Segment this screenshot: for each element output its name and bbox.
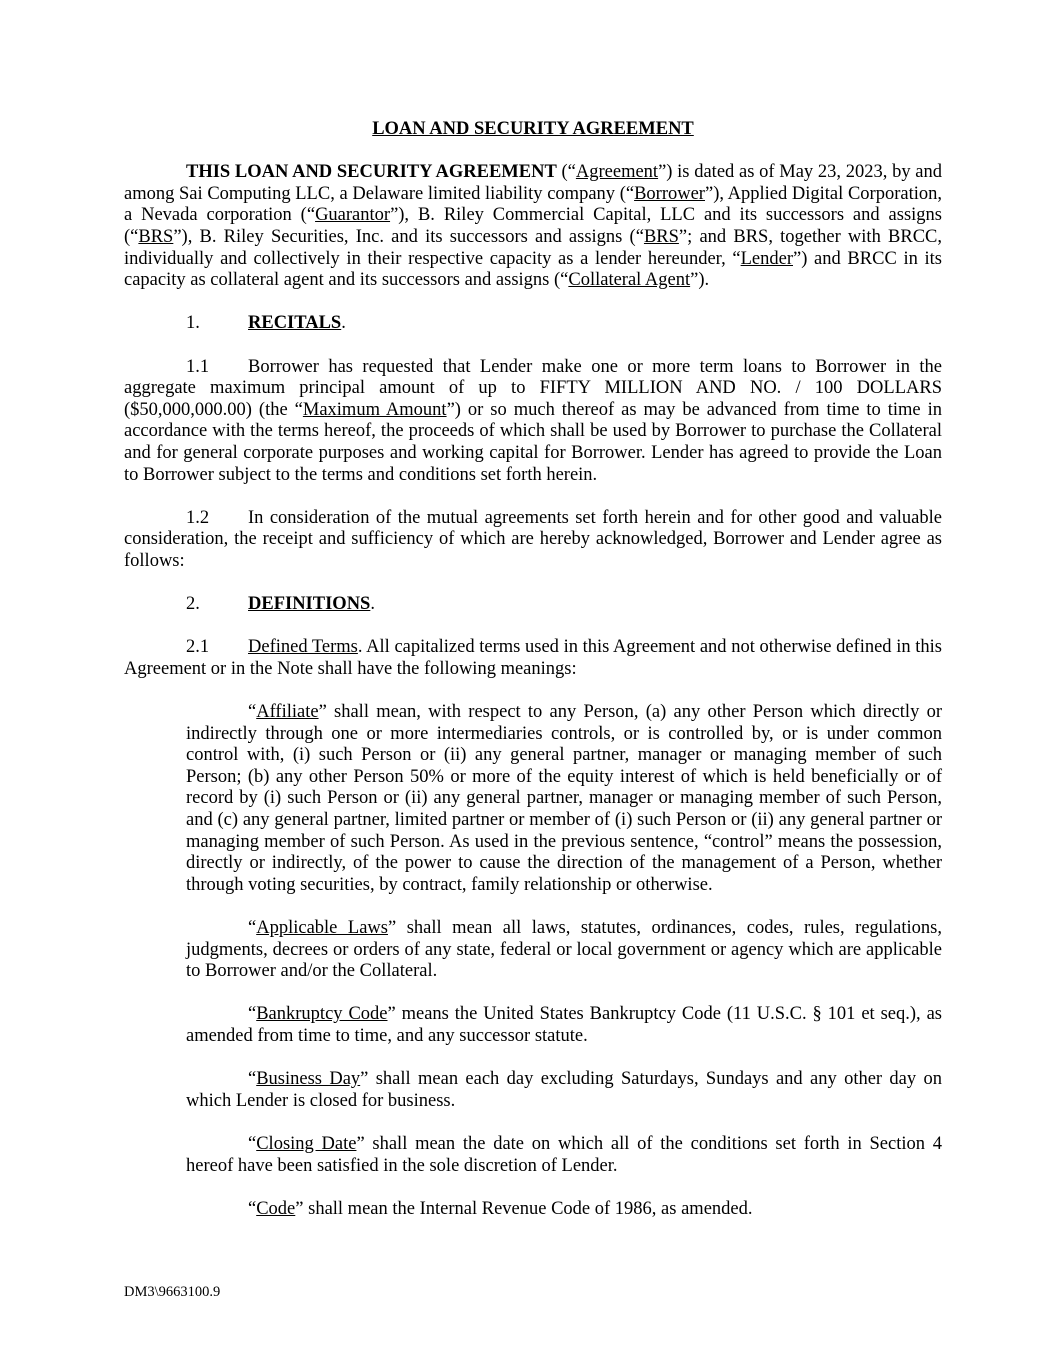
intro-run: ”) and BRCC in its capacity as collateral agent and its successors and assigns (“ [124,248,942,291]
intro-paragraph [124,162,942,292]
open-quote: “ [248,702,257,723]
definition-affiliate-text: ” shall mean, with respect to any Person, (a) any other Person which directly or indirectly through one or more intermediaries controls, or is controlled by, or is under common control with, (i) such Person or (ii) any general partner, manager or managing member of such Person; (b) any other Person 50% or more of the equity interest of which is held beneficially or of record by (i) such Person or (ii) any general partner, manager or managing member of such Person, and (c) any general partner, limited partner or member of (i) such Person or (ii) any general partner or managing member of such Person. As used in the previous sentence, “control” means the possession, directly or indirectly, of the power to cause the direction of the management of a Person, whether through voting securities, by contract, family relationship or otherwise. [186,702,942,895]
defined-term-code: Code [256,1198,296,1219]
document-body [124,119,942,1242]
defined-term-defined-terms: Defined Terms [248,637,358,658]
defined-term-business-day: Business Day [256,1069,361,1090]
defined-term-brs: BRS [138,226,174,247]
defined-term-bankruptcy-code: Bankruptcy Code [256,1004,388,1025]
open-quote: “ [248,1004,257,1025]
intro-run: (“ [556,162,576,183]
definition-affiliate [186,702,942,896]
definition-closing-date [186,1134,942,1177]
defined-term-guarantor: Guarantor [315,205,391,226]
document-title-text: LOAN AND SECURITY AGREEMENT [372,119,694,139]
section-2-period: . [370,594,375,615]
open-quote: “ [248,1133,257,1154]
paragraph-1-1 [124,357,942,487]
paragraph-1-2-number: 1.2 [186,507,210,528]
section-2-label: DEFINITIONS [248,594,371,615]
definition-code-text: ” shall mean the Internal Revenue Code of 1986, as amended. [295,1198,753,1219]
defined-term-brs-2: BRS [643,226,679,247]
open-quote: “ [248,1198,257,1219]
intro-lead: THIS LOAN AND SECURITY AGREEMENT [186,162,557,183]
defined-term-lender: Lender [740,248,793,269]
open-quote: “ [248,917,257,938]
paragraph-2-1 [124,637,942,680]
section-1-label: RECITALS [248,313,342,334]
definition-applicable-laws-text: ” shall mean all laws, statutes, ordinances, codes, rules, regulations, judgments, decrees or orders of any state, federal or local government or agency which are applicable to Borrower and/or the Collateral. [186,917,942,982]
definition-bankruptcy-code [186,1004,942,1047]
definition-business-day [186,1069,942,1112]
definition-applicable-laws [186,918,942,983]
definition-bankruptcy-code-text: ” means the United States Bankruptcy Code (11 U.S.C. § 101 et seq.), as amended from time to time, and any successor statute. [186,1004,942,1046]
paragraph-2-1-number: 2.1 [186,637,210,658]
intro-run: ”) is dated as of May 23, 2023, by and among Sai Computing LLC, a Delaware limited liability company (“ [124,162,943,204]
defined-term-affiliate: Affiliate [256,702,319,723]
section-1-heading [124,313,942,335]
defined-term-closing-date: Closing Date [256,1133,357,1154]
defined-term-maximum-amount: Maximum Amount [302,399,447,420]
section-1-period: . [341,313,346,334]
intro-run: ”), B. Riley Securities, Inc. and its successors and assigns (“ [173,226,644,247]
defined-term-applicable-laws: Applicable Laws [256,917,388,938]
paragraph-1-1-number: 1.1 [186,356,210,377]
paragraph-1-2-text: In consideration of the mutual agreements set forth herein and for other good and valuable consideration, the receipt and sufficiency of which are hereby acknowledged, Borrower and Lender agree as follows: [124,507,942,571]
section-2-heading [124,594,942,616]
defined-term-collateral-agent: Collateral Agent [568,270,691,291]
defined-term-agreement: Agreement [575,162,659,183]
definition-closing-date-text: ” shall mean the date on which all of the conditions set forth in Section 4 hereof have been satisfied in the sole discretion of Lender. [186,1133,942,1176]
paragraph-1-1-run: ”) or so much thereof as may be advanced from time to time in accordance with the terms hereof, the proceeds of which shall be used by Borrower to purchase the Collateral and for general corporate purposes and working capital for Borrower. Lender has agreed to provide the Loan to Borrower subject to the terms and conditions set forth herein. [124,399,943,485]
section-1-number: 1. [186,313,200,334]
intro-run: ”). [690,270,710,291]
document-control-number: DM3\9663100.9 [124,1284,221,1300]
document-title [124,119,942,141]
defined-term-borrower: Borrower [634,183,705,204]
definition-code [186,1199,942,1221]
intro-run: ”; and BRS, together with BRCC, individually and collectively in their respective capacity as a lender hereunder, “ [124,226,942,269]
paragraph-1-1-run: Borrower has requested that Lender make one or more term loans to Borrower in the aggregate maximum principal amount of up to FIFTY MILLION AND NO. / 100 DOLLARS ($50,000,000.00) (the “ [124,356,942,420]
section-2-number: 2. [186,594,200,615]
definition-business-day-text: ” shall mean each day excluding Saturdays, Sundays and any other day on which Lender is closed for business. [186,1069,942,1111]
intro-run: ”), B. Riley Commercial Capital, LLC and its successors and assigns (“ [124,205,942,247]
open-quote: “ [248,1069,257,1090]
intro-run: ”), Applied Digital Corporation, a Nevada corporation (“ [124,183,942,226]
paragraph-1-2 [124,508,942,573]
paragraph-2-1-text: . All capitalized terms used in this Agreement and not otherwise defined in this Agreement or in the Note shall have the following meanings: [124,637,942,679]
